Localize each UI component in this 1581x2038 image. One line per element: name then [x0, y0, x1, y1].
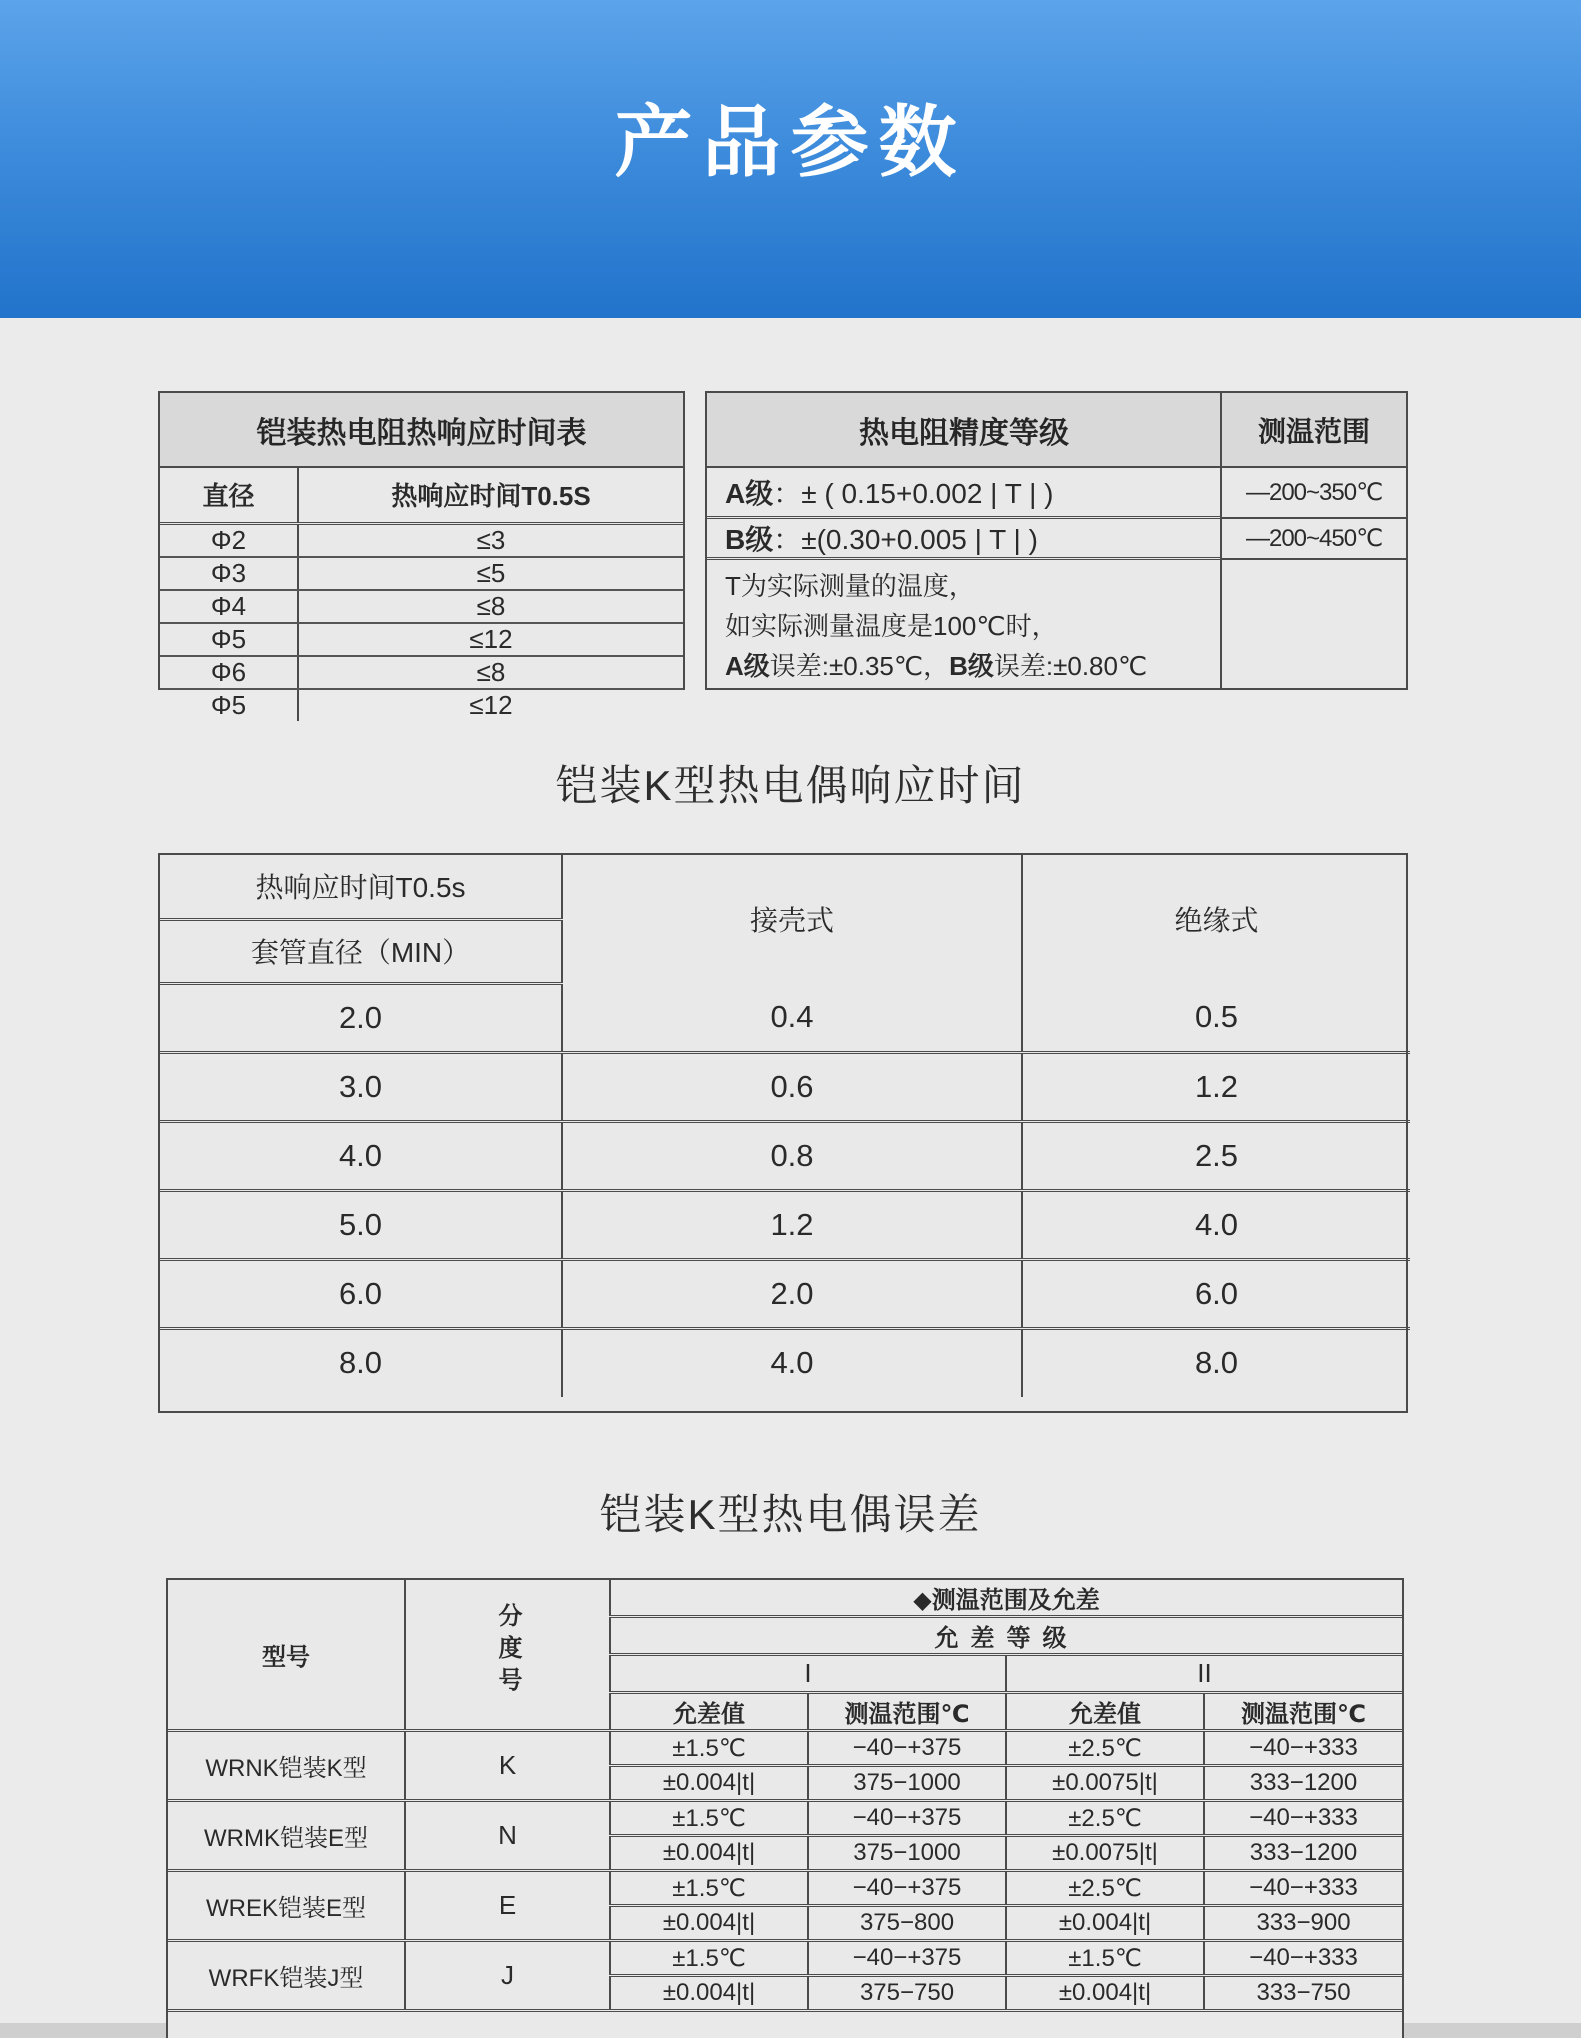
model-name: WREK铠装E型	[168, 1871, 405, 1941]
table-cell: ±1.5℃	[610, 1941, 808, 1976]
table-row	[168, 1731, 1402, 1766]
k-error-table	[166, 1578, 1404, 2038]
table-cell: −40−+375	[808, 1801, 1006, 1836]
table-cell: ±2.5℃	[1006, 1801, 1204, 1836]
accuracy-note	[707, 560, 1221, 686]
grade-a-row	[707, 468, 1221, 519]
page-title: 产品参数	[614, 98, 967, 186]
table-row	[160, 590, 683, 623]
table-row	[160, 623, 683, 656]
graduation-code: K	[405, 1731, 610, 1801]
grade-a-formula: ：± ( 0.15+0.002 | T | )	[773, 478, 1054, 509]
table-cell: ±0.004|t|	[610, 1906, 808, 1941]
table-cell: 333−1200	[1204, 1836, 1402, 1871]
table-header-row	[160, 468, 683, 523]
grade-a-label: A级	[725, 478, 774, 509]
header-tolerance-grade: 允差等级	[610, 1617, 1402, 1655]
note-a-label: A级	[725, 651, 770, 681]
k-error-grid	[168, 1580, 1402, 2012]
banner	[0, 0, 1581, 318]
table-cell: ±1.5℃	[1006, 1941, 1204, 1976]
table-cell: 375−750	[808, 1976, 1006, 2011]
table-cell: ±2.5℃	[1006, 1731, 1204, 1766]
header-grade-2: II	[1006, 1655, 1402, 1693]
subheader-range-2: 测温范围℃	[1204, 1693, 1402, 1731]
temp-range-1: —200~350℃	[1222, 468, 1406, 519]
temp-range-table-title: 测温范围	[1222, 393, 1406, 468]
table-cell: ±2.5℃	[1006, 1871, 1204, 1906]
table-cell: 1.2	[1022, 1052, 1410, 1121]
rtd-response-table-title: 铠装热电阻热响应时间表	[160, 393, 683, 468]
table-row	[160, 1052, 1410, 1121]
table-cell: ±0.0075|t|	[1006, 1836, 1204, 1871]
table-cell: ±0.004|t|	[610, 1976, 808, 2011]
col-header-graduation	[405, 1580, 610, 1731]
table-cell: ≤8	[298, 590, 683, 623]
col-header-model: 型号	[168, 1580, 405, 1731]
temp-range-table	[1220, 391, 1408, 690]
table-row	[160, 1259, 1410, 1328]
table-cell: 0.6	[562, 1052, 1022, 1121]
k-response-heading: 铠装K型热电偶响应时间	[555, 762, 1026, 809]
note-line-3	[725, 646, 1211, 686]
table-cell: Φ5	[160, 689, 298, 721]
table-cell: 8.0	[1194, 1345, 1239, 1381]
table-cell: 5.0	[160, 1190, 562, 1259]
rtd-accuracy-table-title: 热电阻精度等级	[707, 393, 1221, 468]
table-cell: Φ3	[160, 557, 298, 590]
table-cell: 0.5	[1022, 983, 1410, 1052]
table-cell: ±0.004|t|	[1006, 1976, 1204, 2011]
col-header-response-time: 热响应时间T0.5S	[298, 468, 683, 523]
subheader-tolerance-1: 允差值	[610, 1693, 808, 1731]
table-cell: 4.0	[160, 1121, 562, 1190]
table-cell: ±1.5℃	[610, 1731, 808, 1766]
table-cell: ±0.0075|t|	[1006, 1766, 1204, 1801]
table-cell: Φ4	[160, 590, 298, 623]
model-name: WRNK铠装K型	[168, 1731, 405, 1801]
table-cell: Φ2	[160, 523, 298, 557]
table-cell: 2.5	[1022, 1121, 1410, 1190]
table-row	[160, 656, 683, 689]
col-header-diameter: 直径	[160, 468, 298, 523]
model-name: WRMK铠装E型	[168, 1801, 405, 1871]
header-response-time: 热响应时间T0.5s	[160, 855, 562, 919]
table-cell: ±0.004|t|	[610, 1766, 808, 1801]
rtd-accuracy-table	[705, 391, 1223, 690]
table-row	[160, 689, 683, 721]
table-cell: −40−+333	[1204, 1871, 1402, 1906]
table-cell: −40−+333	[1204, 1801, 1402, 1836]
table-cell: 6.0	[160, 1259, 562, 1328]
table-cell: Φ5	[160, 623, 298, 656]
table-cell: ±0.004|t|	[610, 1836, 808, 1871]
note-line-2: 如实际测量温度是100℃时，	[725, 611, 1058, 641]
table-row	[160, 1121, 1410, 1190]
table-row	[160, 523, 683, 557]
table-cell: −40−+333	[1204, 1731, 1402, 1766]
graduation-code: N	[405, 1801, 610, 1871]
graduation-label: 分度号	[494, 1603, 521, 1699]
table-cell: 3.0	[160, 1052, 562, 1121]
table-cell: −40−+375	[808, 1871, 1006, 1906]
table-cell: ±0.004|t|	[1006, 1906, 1204, 1941]
table-header-row	[160, 855, 1410, 919]
rtd-response-grid	[160, 468, 683, 721]
table-header-row	[168, 1580, 1402, 1617]
table-cell: 2.0	[562, 1259, 1022, 1328]
note-b-text: 误差:±0.80℃	[993, 651, 1148, 681]
table-cell: −40−+333	[1204, 1941, 1402, 1976]
table-cell: 333−1200	[1204, 1766, 1402, 1801]
table-cell: 8.0	[160, 1328, 562, 1397]
table-cell: ≤12	[469, 689, 513, 720]
table-cell: ≤5	[298, 557, 683, 590]
table-cell: 4.0	[1022, 1190, 1410, 1259]
model-name: WRFK铠装J型	[168, 1941, 405, 2011]
table-cell: ±1.5℃	[610, 1871, 808, 1906]
subheader-tolerance-2: 允差值	[1006, 1693, 1204, 1731]
grade-b-formula: ：±(0.30+0.005 | T | )	[773, 524, 1038, 555]
subheader-range-1: 测温范围℃	[808, 1693, 1006, 1731]
graduation-code: J	[405, 1941, 610, 2011]
table-row	[160, 1328, 1410, 1397]
table-cell: ≤8	[298, 656, 683, 689]
table-row	[168, 1871, 1402, 1906]
table-cell: Φ6	[160, 656, 298, 689]
table-cell: 0.8	[562, 1121, 1022, 1190]
table-cell: ≤3	[298, 523, 683, 557]
table-row	[168, 1941, 1402, 1976]
header-range-and-tolerance: ◆测温范围及允差	[610, 1580, 1402, 1617]
graduation-code: E	[405, 1871, 610, 1941]
table-cell: ±1.5℃	[610, 1801, 808, 1836]
grade-b-row	[707, 519, 1221, 560]
table-row	[160, 557, 683, 590]
table-cell: −40−+375	[808, 1941, 1006, 1976]
table-cell: 375−1000	[808, 1836, 1006, 1871]
table-cell: 4.0	[562, 1328, 1022, 1397]
table-cell: ≤12	[298, 623, 683, 656]
table-cell: 375−1000	[808, 1766, 1006, 1801]
header-grade-1: I	[610, 1655, 1006, 1693]
header-insulated-type: 绝缘式	[1174, 905, 1259, 936]
table-cell: 0.4	[562, 983, 1022, 1052]
table-cell: 6.0	[1022, 1259, 1410, 1328]
note-b-label: B级	[949, 651, 994, 681]
note-line-1: T为实际测量的温度，	[725, 571, 975, 601]
table-cell: 375−800	[808, 1906, 1006, 1941]
table-cell: 333−750	[1204, 1976, 1402, 2011]
table-cell: 333−900	[1204, 1906, 1402, 1941]
k-response-grid	[160, 855, 1410, 1397]
table-row	[168, 1801, 1402, 1836]
header-shell-type: 接壳式	[562, 855, 1022, 983]
table-row	[160, 1190, 1410, 1259]
table-cell: −40−+375	[808, 1731, 1006, 1766]
grade-b-label: B级	[725, 524, 774, 555]
note-a-text: 误差:±0.35℃，	[769, 651, 950, 681]
rtd-response-table	[158, 391, 685, 720]
table-row	[160, 983, 1410, 1052]
k-error-heading: 铠装K型热电偶误差	[599, 1491, 982, 1538]
temp-range-2: —200~450℃	[1222, 519, 1406, 560]
table-cell: 1.2	[562, 1190, 1022, 1259]
header-sheath-diameter: 套管直径（MIN）	[160, 919, 562, 983]
table-cell: 2.0	[160, 983, 562, 1052]
k-response-table	[158, 853, 1408, 1413]
